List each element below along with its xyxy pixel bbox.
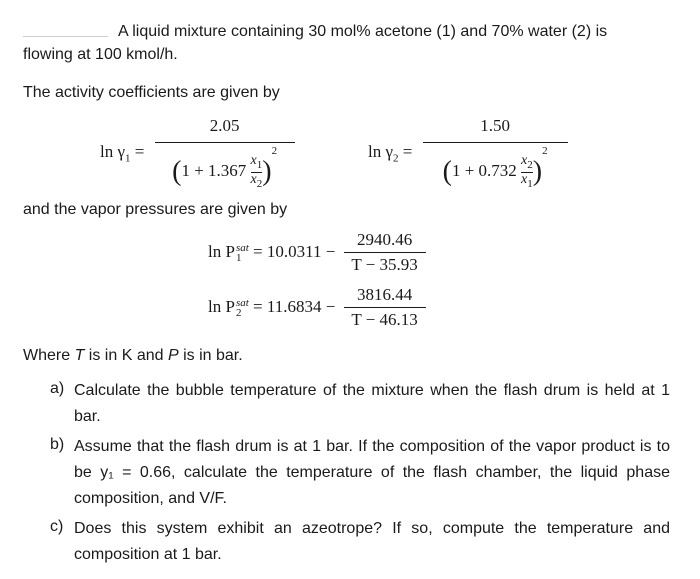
- question-c-text: Does this system exhibit an azeotrope? If so, compute the temperature and composition at 1 bar.: [74, 520, 670, 563]
- vapor-eq2-denominator: T − 46.13: [351, 310, 418, 329]
- question-a-letter: a): [50, 380, 65, 397]
- vapor-heading: and the vapor pressures are given by: [23, 201, 288, 218]
- intro-line-2: flowing at 100 kmol/h.: [23, 46, 178, 63]
- eq1-lhs: ln γ: [100, 142, 125, 161]
- vapor-eq1-fraction: [344, 230, 426, 275]
- vapor-eq1-numerator: 2940.46: [356, 230, 413, 249]
- question-b: [50, 434, 670, 512]
- eq1-lhs-sub: 1: [125, 152, 131, 165]
- eq2-coef: 0.732: [478, 161, 517, 180]
- activity-equation-2: $\ln \gamma_2$ = 1.50 (1 + 0.732 $\frac{x_2}{x_1}$ )$^2$: [368, 116, 568, 190]
- vapor-equation-2: ln P sat 2 = 11.6834 − $\frac{3816.44}{T - 46.13}$: [208, 285, 426, 330]
- question-c-letter: c): [50, 518, 64, 535]
- eq1-x-ratio: $\frac{x_1}{x_2}$: [250, 152, 263, 190]
- eq2-x-ratio: $\frac{x_2}{x_1}$: [521, 152, 533, 190]
- question-b-letter: b): [50, 436, 65, 453]
- eq2-lhs: ln γ: [368, 142, 393, 161]
- question-c: [50, 516, 670, 568]
- intro-line-1: A liquid mixture containing 30 mol% acetone (1) and 70% water (2) is: [118, 23, 608, 40]
- vapor-eq1-constant: = 10.0311 −: [253, 241, 336, 261]
- question-b-text: Assume that the flash drum is at 1 bar. If the composition of the vapor product is to be y₁ = 0.66, calculate the temperature of the flash chamber, the liquid phase composition, and V/F.: [74, 438, 670, 507]
- eq2-power: 2: [542, 145, 548, 157]
- vapor-eq2-numerator: 3816.44: [356, 285, 413, 304]
- eq1-numerator: 2.05: [209, 116, 240, 135]
- vapor-eq2-fraction: [344, 285, 426, 330]
- question-a: [50, 378, 670, 430]
- units-note: Where T is in K and P is in bar.: [23, 347, 243, 364]
- eq1-power: 2: [271, 145, 278, 157]
- eq2-fraction: 1.50 (1 + 0.732 $\frac{x_2}{x_1}$ )$^2$: [423, 116, 568, 190]
- vapor-eq2-constant: = 11.6834 −: [253, 296, 336, 316]
- question-a-text: Calculate the bubble temperature of the mixture when the flash drum is held at 1 bar.: [74, 382, 670, 425]
- question-list: [50, 378, 670, 572]
- vapor-equation-1: ln P sat 1 = 10.0311 − $\frac{2940.46}{T - 35.93}$: [208, 230, 426, 275]
- eq1-fraction: 2.05 (1 + 1.367 $\frac{x_1}{x_2}$ )$^2$: [155, 116, 295, 190]
- faint-separator-line: [23, 36, 108, 37]
- activity-equation-1: $\ln \gamma_1$ = 2.05 (1 + 1.367 $\frac{x_1}{x_2}$ )$^2$: [100, 116, 295, 190]
- vapor-eq1-denominator: T − 35.93: [351, 255, 418, 274]
- activity-heading: The activity coefficients are given by: [23, 84, 280, 101]
- eq2-numerator: 1.50: [480, 116, 510, 135]
- eq1-coef: 1.367: [208, 161, 247, 180]
- eq2-lhs-sub: 2: [393, 152, 399, 165]
